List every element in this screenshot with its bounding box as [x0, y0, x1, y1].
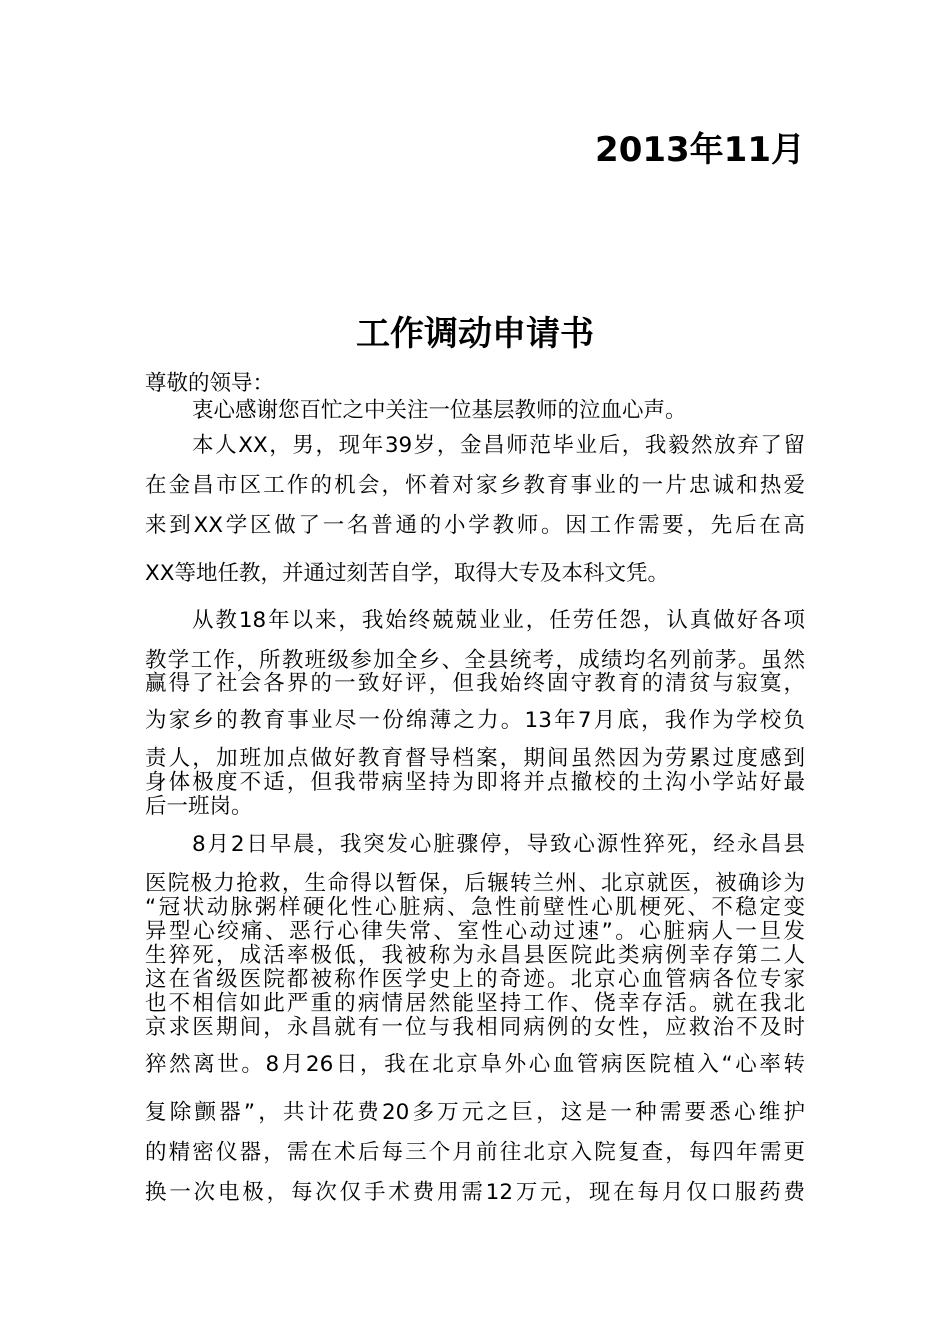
- salutation: 尊敬的领导：: [145, 371, 275, 396]
- document-date: 2013年11月: [595, 130, 805, 170]
- body-line: 猝然离世。8月26日，我在北京阜外心血管病医院植入“心率转: [145, 1052, 805, 1077]
- body-line: 复除颤器”，共计花费20多万元之巨，这是一种需要悉心维护: [145, 1100, 805, 1125]
- body-line: 医院极力抢救，生命得以暂保，后辗转兰州、北京就医，被确诊为: [145, 871, 805, 896]
- body-line: 京求医期间，永昌就有一位与我相同病例的女性，应救治不及时: [145, 1015, 805, 1040]
- body-line: 这在省级医院都被称作医学史上的奇迹。北京心血管病各位专家: [145, 967, 805, 992]
- body-line: 也不相信如此严重的病情居然能坚持工作、侥幸存活。就在我北: [145, 991, 805, 1016]
- body-line: 为家乡的教育事业尽一份绵薄之力。13年7月底，我作为学校负: [145, 708, 805, 733]
- body-line: 换一次电极，每次仅手术费用需12万元，现在每月仅口服药费: [145, 1180, 805, 1205]
- body-line: 8月2日早晨，我突发心脏骤停，导致心源性猝死，经永昌县: [192, 832, 805, 857]
- body-line: 在金昌市区工作的机会，怀着对家乡教育事业的一片忠诚和热爱: [145, 473, 805, 498]
- body-line: 责人，加班加点做好教育督导档案，期间虽然因为劳累过度感到: [145, 746, 805, 771]
- body-line: 从教18年以来，我始终兢兢业业，任劳任怨，认真做好各项: [192, 608, 805, 633]
- body-line: 身体极度不适，但我带病坚持为即将并点撤校的土沟小学站好最: [145, 770, 805, 795]
- body-line: 本人XX，男，现年39岁，金昌师范毕业后，我毅然放弃了留: [192, 433, 805, 458]
- document-title: 工作调动申请书: [356, 314, 594, 354]
- body-line: 后一班岗。: [145, 794, 253, 819]
- body-line: 的精密仪器，需在术后每三个月前往北京入院复查，每四年需更: [145, 1140, 805, 1165]
- body-line: 衷心感谢您百忙之中关注一位基层教师的泣血心声。: [192, 398, 687, 423]
- body-line: 赢得了社会各界的一致好评，但我始终固守教育的清贫与寂寞，: [145, 671, 805, 696]
- body-line: 教学工作，所教班级参加全乡、全县统考，成绩均名列前茅。虽然: [145, 648, 805, 673]
- body-line: “冠状动脉粥样硬化性心脏病、急性前壁性心肌梗死、不稳定变: [145, 895, 805, 920]
- body-line: 来到XX学区做了一名普通的小学教师。因工作需要，先后在高: [145, 513, 805, 538]
- body-line: 生猝死，成活率极低，我被称为永昌县医院此类病例幸存第二人: [145, 943, 805, 968]
- body-line: XX等地任教，并通过刻苦自学，取得大专及本科文凭。: [145, 561, 669, 586]
- body-line: 异型心绞痛、恶行心律失常、室性心动过速”。心脏病人一旦发: [145, 919, 805, 944]
